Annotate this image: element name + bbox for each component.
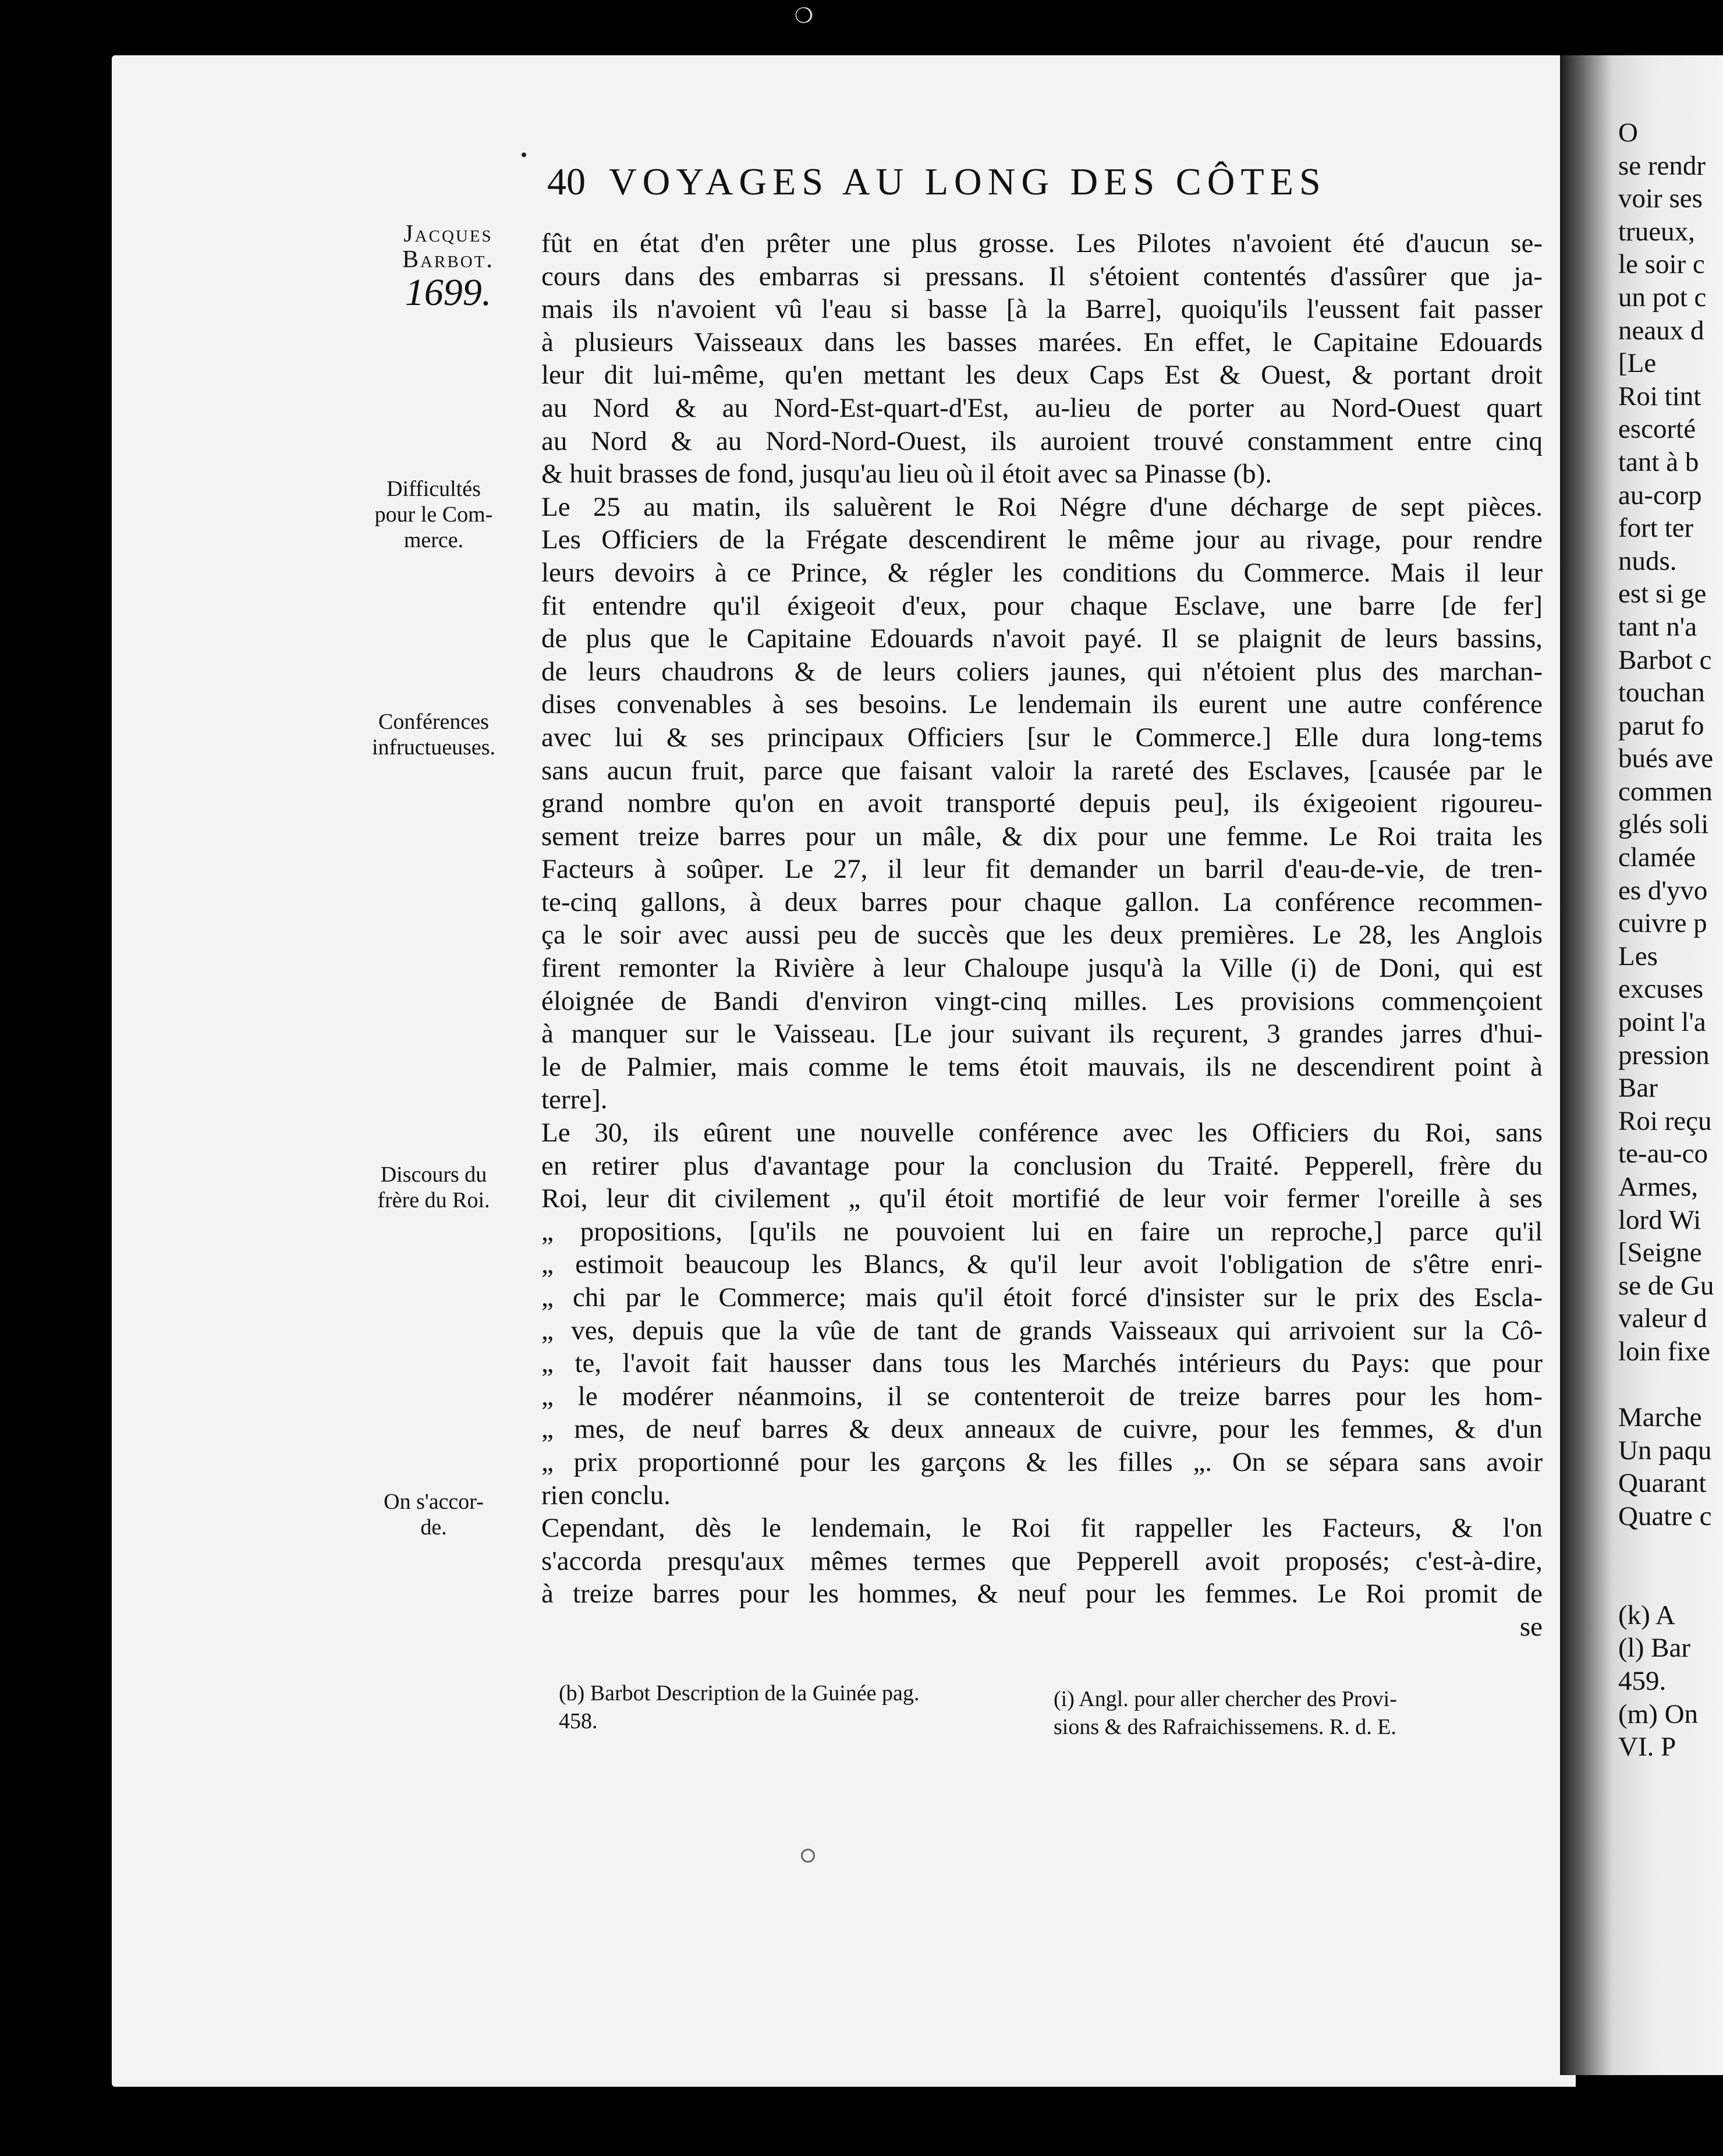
footnote-line: (i) Angl. pour aller chercher des Provi- — [1054, 1687, 1397, 1711]
right-page-line: valeur d — [1618, 1303, 1707, 1334]
text-line: te-cinq gallons, à deux barres pour chaque gallon. La conférence recommen- — [541, 886, 1543, 917]
right-page-line: fort ter — [1618, 513, 1694, 544]
right-page-line: Barbot c — [1618, 644, 1712, 675]
right-page-line: cuivre p — [1618, 908, 1707, 939]
right-page-line: se rendr — [1618, 150, 1706, 181]
text-line: le de Palmier, mais comme le tems étoit mauvais, ils ne descendirent point à — [541, 1051, 1543, 1082]
text-line: grand nombre qu'on en avoit transporté depuis peu], ils éxigeoient rigoureu- — [541, 788, 1543, 819]
text-line: „ chi par le Commerce; mais qu'il étoit forcé d'insister sur le prix des Escla- — [541, 1282, 1543, 1313]
margin-note-difficultes — [355, 476, 512, 553]
right-page-line: nuds. — [1618, 545, 1677, 576]
right-page-line: (k) A — [1618, 1600, 1675, 1630]
right-page-line: voir ses — [1618, 183, 1703, 214]
margin-note-line: Difficultés — [387, 477, 481, 501]
margin-note-line: pour le Com- — [374, 502, 493, 527]
footnote-b — [559, 1679, 919, 1735]
page-title: VOYAGES AU LONG DES CÔTES — [609, 161, 1327, 203]
text-line: au Nord & au Nord-Nord-Ouest, ils auroient trouvé constamment entre cinq — [541, 425, 1543, 456]
right-page-line: se de Gu — [1618, 1270, 1714, 1301]
text-line: s'accorda presqu'aux mêmes termes que Pepperell avoit proposés; c'est-à-dire, — [541, 1545, 1543, 1576]
right-page-line: O — [1618, 118, 1638, 148]
margin-note-line: infructueuses. — [371, 735, 496, 760]
text-line: Roi, leur dit civilement „ qu'il étoit mortifié de leur voir fermer l'oreille à ses — [541, 1183, 1543, 1214]
right-page-line: Armes, — [1618, 1172, 1699, 1202]
text-line: à plusieurs Vaisseaux dans les basses marées. En effet, le Capitaine Edouards — [541, 327, 1543, 357]
text-line: dises convenables à ses besoins. Le lendemain ils eurent une autre conférence — [541, 689, 1543, 720]
text-line: se — [1519, 1611, 1543, 1642]
right-page-line: touchan — [1618, 678, 1705, 708]
text-line: terre]. — [541, 1084, 608, 1115]
text-line: leurs devoirs à ce Prince, & régler les conditions du Commerce. Mais il leur — [541, 557, 1543, 588]
right-page-line: bués ave — [1618, 743, 1714, 774]
right-page-line: escorté — [1618, 414, 1696, 445]
margin-note-line: Conférences — [378, 710, 489, 734]
right-page-line — [1618, 1533, 1723, 1566]
margin-note-accord — [355, 1489, 512, 1540]
text-line: fit entendre qu'il éxigeoit d'eux, pour chaque Esclave, une barre [de fer] — [541, 590, 1543, 621]
text-line: Les Officiers de la Frégate descendirent le même jour au rivage, pour rendre — [541, 524, 1543, 555]
right-page-line: Roi tint — [1618, 381, 1701, 412]
text-line: avec lui & ses principaux Officiers [sur le Commerce.] Elle dura long-tems — [541, 722, 1543, 753]
right-page-line: au-corp — [1618, 480, 1702, 510]
right-page-line: te-au-co — [1618, 1139, 1708, 1169]
header-dot — [522, 153, 526, 157]
margin-note-line: frère du Roi. — [377, 1188, 490, 1212]
right-page-line: es d'yvo — [1618, 875, 1708, 906]
margin-note-conferences — [355, 709, 512, 760]
text-line: fût en état d'en prêter une plus grosse. Les Pilotes n'avoient été d'aucun se- — [541, 228, 1543, 258]
text-line: „ ves, depuis que la vûe de tant de grands Vaisseaux qui arrivoient sur la Cô- — [541, 1315, 1543, 1346]
text-line: „ te, l'avoit fait hausser dans tous les Marchés intérieurs du Pays: que pour — [541, 1348, 1543, 1379]
right-page-line: (m) On — [1618, 1698, 1699, 1729]
page-hole-mark — [801, 1849, 815, 1863]
right-page-line: glés soli — [1618, 809, 1709, 840]
text-line: „ estimoit beaucoup les Blancs, & qu'il leur avoit l'obligation de s'être enri- — [541, 1249, 1543, 1280]
text-line: mais ils n'avoient vû l'eau si basse [à la Barre], quoiqu'ils l'eussent fait passer — [541, 294, 1543, 325]
right-page-line: (l) Bar — [1618, 1633, 1690, 1664]
text-line: Cependant, dès le lendemain, le Roi fit rappeller les Facteurs, & l'on — [541, 1513, 1543, 1544]
right-page-line — [1618, 1566, 1723, 1599]
right-page-line: Marche — [1618, 1402, 1702, 1433]
right-page-line: VI. P — [1618, 1732, 1676, 1763]
text-line: au Nord & au Nord-Est-quart-d'Est, au-lieu de porter au Nord-Ouest quart — [541, 392, 1543, 423]
right-page-line: Un paqu — [1618, 1435, 1712, 1466]
page-number: 40 — [547, 161, 586, 203]
text-line: Le 30, ils eûrent une nouvelle conférence avec les Officiers du Roi, sans — [541, 1118, 1543, 1148]
right-page-line: pression — [1618, 1040, 1710, 1070]
footnote-i — [1054, 1685, 1397, 1741]
text-line: à treize barres pour les hommes, & neuf pour les femmes. Le Roi promit de — [541, 1579, 1543, 1609]
right-page-line: Bar — [1618, 1073, 1658, 1104]
right-page-line: clamée — [1618, 842, 1696, 873]
right-page-line: parut fo — [1618, 710, 1704, 741]
text-line: éloignée de Bandi d'environ vingt-cinq milles. Les provisions commençoient — [541, 985, 1543, 1016]
right-page-line: est si ge — [1618, 579, 1707, 609]
right-page-line — [1618, 1368, 1723, 1402]
margin-note-line: merce. — [403, 528, 464, 552]
text-line: rien conclu. — [541, 1480, 671, 1510]
footnote-line: 458. — [559, 1709, 598, 1733]
right-page-line: Les — [1618, 941, 1658, 971]
footnote-line: sions & des Rafraichissemens. R. d. E. — [1054, 1715, 1396, 1739]
text-line: „ prix proportionné pour les garçons & les filles „. On se sépara sans avoir — [541, 1446, 1543, 1477]
text-line: Le 25 au matin, ils saluèrent le Roi Négre d'une décharge de sept pièces. — [541, 491, 1543, 522]
text-line: de plus que le Capitaine Edouards n'avoit payé. Il se plaignit de leurs bassins, — [541, 623, 1543, 654]
text-line: leur dit lui-même, qu'en mettant les deux Caps Est & Ouest, & portant droit — [541, 360, 1543, 391]
right-page-line: excuses — [1618, 974, 1704, 1005]
right-page-line: trueux, — [1618, 216, 1695, 247]
margin-note-line: Discours du — [380, 1162, 487, 1187]
margin-note-line: de. — [420, 1515, 447, 1540]
margin-author-line2: Barbot. — [402, 246, 494, 274]
margin-year: 1699. — [405, 271, 492, 314]
text-line: de leurs chaudrons & de leurs coliers jaunes, qui n'étoient plus des marchan- — [541, 656, 1543, 687]
text-line: ça le soir avec aussi peu de succès que les deux premières. Le 28, les Anglois — [541, 920, 1543, 951]
right-page-line: [Le — [1618, 348, 1657, 379]
text-line: sement treize barres pour un mâle, & dix pour une femme. Le Roi traita les — [541, 821, 1543, 852]
right-page-line: commen — [1618, 776, 1713, 807]
text-line: en retirer plus d'avantage pour la conclusion du Traité. Pepperell, frère du — [541, 1150, 1543, 1181]
text-line: „ propositions, [qu'ils ne pouvoient lui en faire un reproche,] parce qu'il — [541, 1216, 1543, 1247]
text-line: „ mes, de neuf barres & deux anneaux de cuivre, pour les femmes, & d'un — [541, 1414, 1543, 1445]
right-page-line: 459. — [1618, 1665, 1667, 1696]
footnote-line: (b) Barbot Description de la Guinée pag. — [559, 1681, 920, 1705]
right-page-line: tant n'a — [1618, 611, 1697, 642]
margin-note-line: On s'accor- — [384, 1490, 484, 1514]
right-page-line: tant à b — [1618, 446, 1699, 477]
text-line: firent remonter la Rivière à leur Chaloupe jusqu'à la Ville (i) de Doni, qui est — [541, 953, 1543, 984]
margin-author-line1: Jacques — [403, 221, 493, 247]
right-page-line: neaux d — [1618, 315, 1704, 346]
right-page-line: Quarant — [1618, 1468, 1707, 1499]
text-line: & huit brasses de fond, jusqu'au lieu où il étoit avec sa Pinasse (b). — [541, 459, 1272, 490]
right-page-line: un pot c — [1618, 282, 1707, 313]
margin-author-date — [373, 221, 524, 313]
right-page-line: Quatre c — [1618, 1501, 1712, 1531]
margin-note-discours — [355, 1162, 512, 1213]
right-page-line: [Seigne — [1618, 1237, 1702, 1268]
text-line: sans aucun fruit, parce que faisant valoir la rareté des Esclaves, [causée par le — [541, 755, 1543, 786]
scan-mark-icon: ❍ — [794, 4, 814, 28]
right-page-text — [1618, 116, 1723, 1764]
text-line: à manquer sur le Vaisseau. [Le jour suivant ils reçurent, 3 grandes jarres d'hui- — [541, 1019, 1543, 1049]
right-page-line: point l'a — [1618, 1007, 1706, 1038]
text-line: „ le modérer néanmoins, il se contenteroit de treize barres pour les hom- — [541, 1381, 1543, 1412]
text-line: Facteurs à soûper. Le 27, il leur fit demander un barril d'eau-de-vie, de tren- — [541, 854, 1543, 885]
right-page-line: lord Wi — [1618, 1204, 1701, 1235]
right-page-line: le soir c — [1618, 249, 1705, 280]
text-line: cours dans des embarras si pressans. Il s'étoient contentés d'assûrer que ja- — [541, 261, 1543, 292]
right-page-line: Roi reçu — [1618, 1105, 1712, 1136]
body-text — [541, 227, 1543, 1644]
running-head — [547, 160, 1490, 204]
right-page-line: loin fixe — [1618, 1336, 1710, 1367]
